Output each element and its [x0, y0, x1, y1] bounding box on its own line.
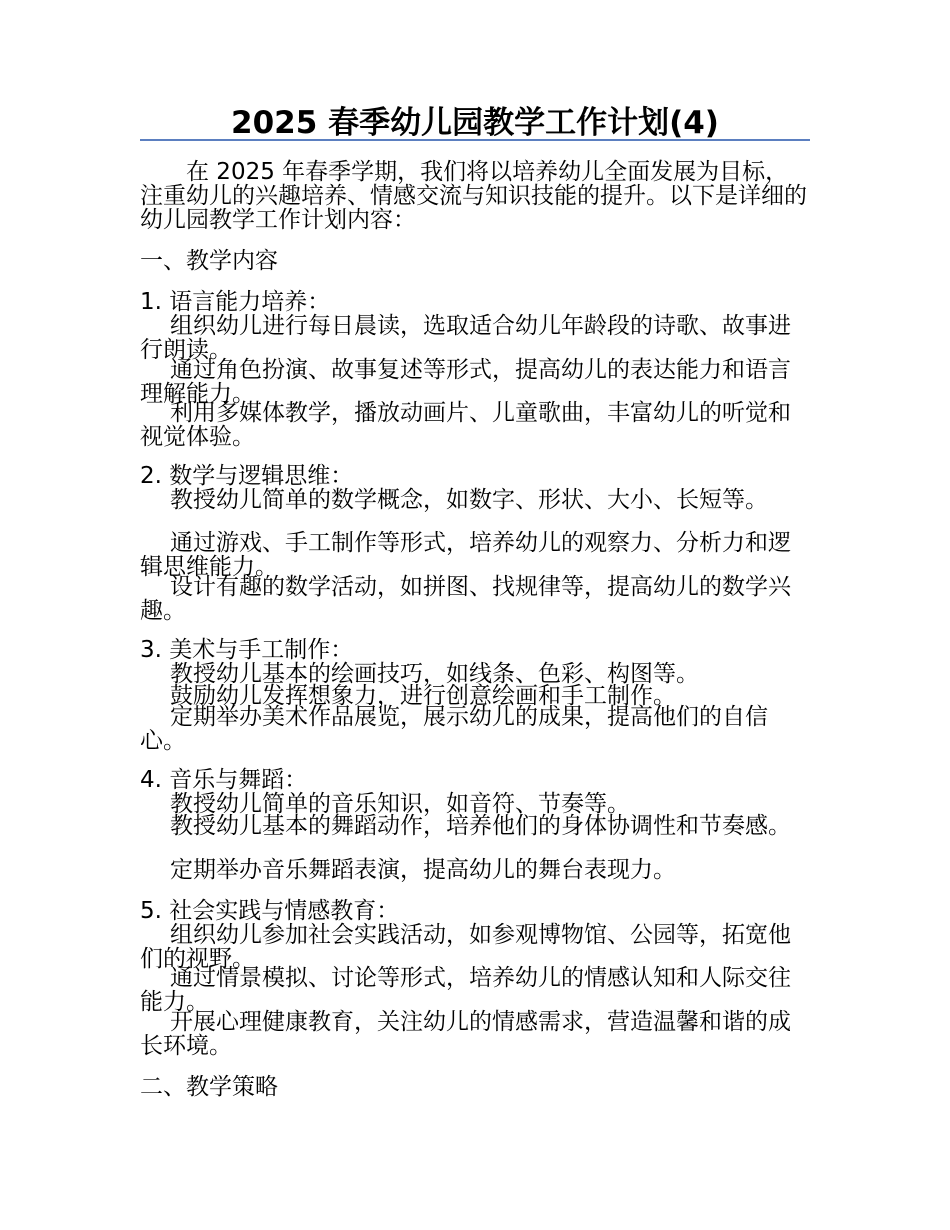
intro-paragraph: 在 2025 年春季学期，我们将以培养幼儿全面发展为目标，注重幼儿的兴趣培养、情感交流与知识技能的提升。以下是详细的幼儿园教学工作计划内容：	[140, 159, 807, 233]
list-item: 通过情景模拟、讨论等形式，培养幼儿的情感认知和人际交往能力。	[140, 965, 791, 1015]
group-heading-social: 5. 社会实践与情感教育：	[140, 898, 400, 924]
list-item: 教授幼儿基本的绘画技巧，如线条、色彩、构图等。	[170, 661, 699, 687]
section-heading-content: 一、教学内容	[140, 248, 278, 274]
list-item: 通过游戏、手工制作等形式，培养幼儿的观察力、分析力和逻辑思维能力。	[140, 530, 791, 580]
list-item: 组织幼儿参加社会实践活动，如参观博物馆、公园等，拓宽他们的视野。	[140, 922, 791, 972]
title-underline	[140, 139, 810, 141]
list-item: 鼓励幼儿发挥想象力，进行创意绘画和手工制作。	[170, 683, 676, 709]
list-item: 定期举办美术作品展览，展示幼儿的成果，提高他们的自信心。	[140, 704, 768, 754]
section-heading-strategy: 二、教学策略	[140, 1074, 278, 1100]
list-item: 设计有趣的数学活动，如拼图、找规律等，提高幼儿的数学兴趣。	[140, 574, 791, 624]
list-item: 教授幼儿简单的音乐知识，如音符、节奏等。	[170, 791, 630, 817]
list-item: 教授幼儿简单的数学概念，如数字、形状、大小、长短等。	[170, 487, 768, 513]
group-heading-music: 4. 音乐与舞蹈：	[140, 767, 308, 793]
group-heading-math: 2. 数学与逻辑思维：	[140, 463, 354, 489]
group-heading-art: 3. 美术与手工制作：	[140, 637, 354, 663]
group-heading-language: 1. 语言能力培养：	[140, 289, 331, 315]
list-item: 定期举办音乐舞蹈表演，提高幼儿的舞台表现力。	[170, 857, 676, 883]
page-title: 2025 春季幼儿园教学工作计划(4)	[231, 105, 719, 141]
list-item: 教授幼儿基本的舞蹈动作，培养他们的身体协调性和节奏感。	[170, 813, 791, 839]
list-item: 组织幼儿进行每日晨读，选取适合幼儿年龄段的诗歌、故事进行朗读。	[140, 313, 791, 363]
list-item: 利用多媒体教学，播放动画片、儿童歌曲，丰富幼儿的听觉和视觉体验。	[140, 400, 791, 450]
list-item: 开展心理健康教育，关注幼儿的情感需求，营造温馨和谐的成长环境。	[140, 1009, 791, 1059]
list-item: 通过角色扮演、故事复述等形式，提高幼儿的表达能力和语言理解能力。	[140, 357, 791, 407]
